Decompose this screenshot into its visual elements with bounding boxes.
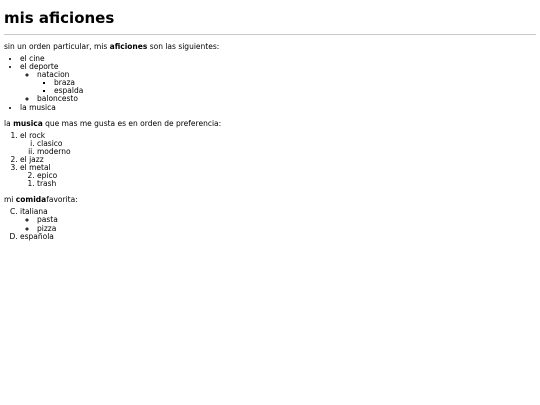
hobby-item-deporte: [20, 63, 536, 103]
hobbies-intro: [4, 42, 536, 51]
page-title: mis aficiones: [4, 9, 115, 27]
hobby-item-cine: • el cine: [20, 55, 536, 63]
food-list: [4, 208, 536, 240]
music-item-metal-label: el metal: [20, 163, 51, 173]
music-intro-bold: musica: [13, 118, 43, 128]
music-item-rock-label: el rock: [20, 130, 46, 140]
sport-item-baloncesto: ◦ baloncesto: [37, 95, 536, 103]
food-intro-text-after: favorita:: [46, 195, 78, 205]
hobbies-intro-text-before: sin un orden particular, mis: [4, 42, 110, 51]
food-intro-text-before: mi: [4, 195, 16, 205]
sport-item-natacion-label: natacion: [37, 70, 70, 80]
rock-style-clasico: i. clasico: [37, 140, 536, 148]
music-item-rock: [20, 132, 536, 156]
music-item-metal: [20, 164, 536, 188]
hobby-item-deporte-label: el deporte: [20, 62, 59, 72]
italian-food-pizza: ◦ pizza: [37, 225, 536, 233]
food-item-espanola: D. española: [20, 233, 536, 241]
music-intro-text-after: que mas me gusta es en orden de preferencia:: [42, 118, 222, 128]
food-intro-bold: comida: [15, 195, 47, 205]
food-item-italiana: [20, 208, 536, 232]
music-list: [4, 132, 536, 189]
swim-styles-list: [37, 79, 536, 95]
sports-list: [20, 71, 536, 103]
hobbies-intro-bold: aficiones: [109, 42, 148, 51]
music-intro-text-before: la: [4, 118, 14, 128]
italian-food-pasta: ◦ pasta: [37, 216, 536, 224]
title-divider: [4, 34, 536, 35]
swim-style-braza: ▪ braza: [54, 79, 536, 87]
italian-food-list: [20, 216, 536, 232]
hobbies-intro-text-after: son las siguientes:: [147, 42, 220, 51]
metal-style-trash: 1. trash: [37, 180, 536, 188]
rock-style-moderno: ii. moderno: [37, 148, 536, 156]
swim-style-espalda: ▪ espalda: [54, 87, 536, 95]
food-intro: [4, 195, 536, 204]
sport-item-natacion: [37, 71, 536, 95]
hobbies-list: [4, 55, 536, 112]
hobby-item-musica: • la musica: [20, 104, 536, 112]
metal-style-epico: 2. epico: [37, 172, 536, 180]
page-content: [4, 0, 536, 241]
metal-styles-list: [20, 172, 536, 188]
food-item-italiana-label: italiana: [20, 207, 48, 217]
music-item-jazz: 2. el jazz: [20, 156, 536, 164]
music-intro: [4, 119, 536, 128]
rock-styles-list: [20, 140, 536, 156]
